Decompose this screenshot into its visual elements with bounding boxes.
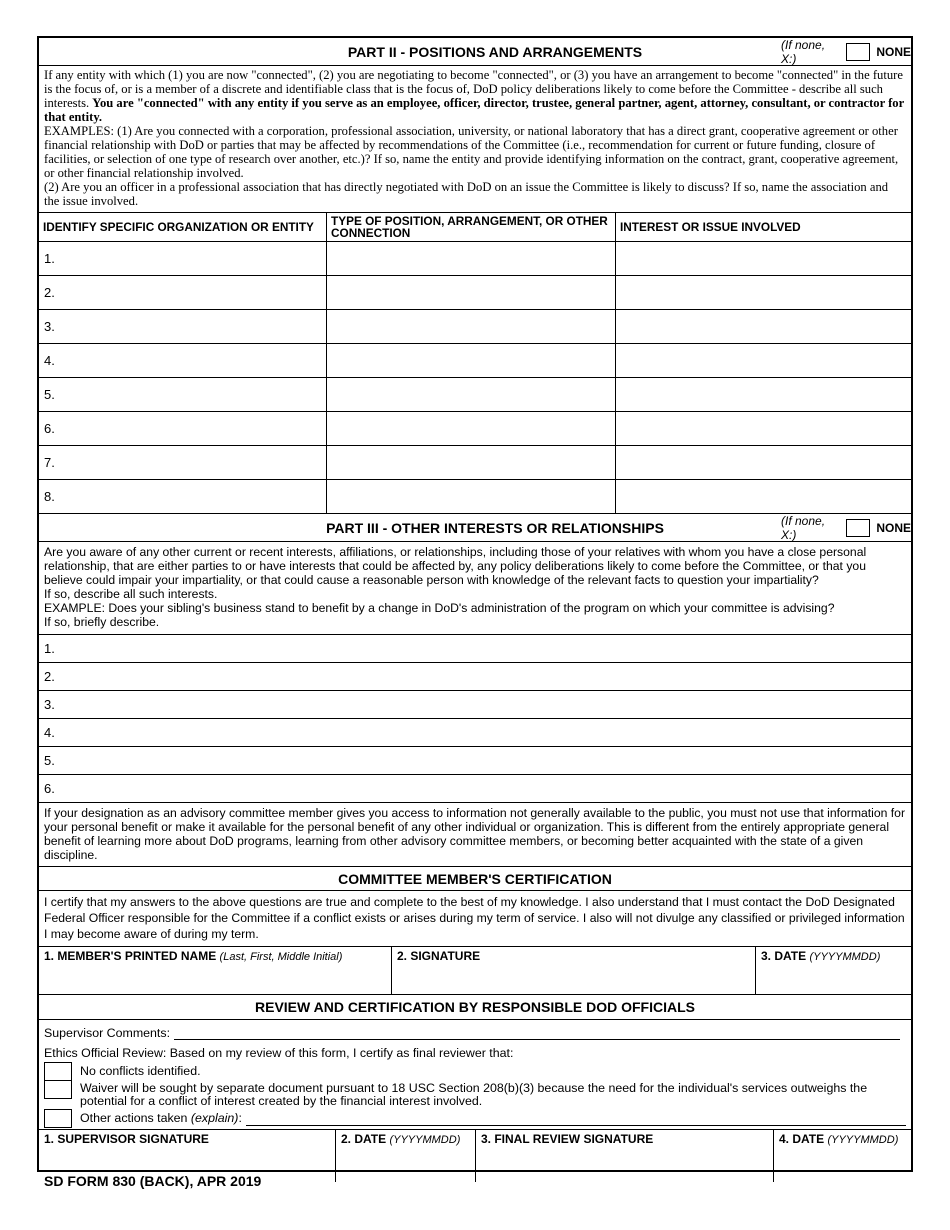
- row-number: 3.: [44, 697, 55, 712]
- part3-list-item[interactable]: [39, 719, 911, 747]
- part2-table-row: [39, 446, 911, 480]
- part2-table-row: [39, 276, 911, 310]
- row-number: 6.: [44, 421, 55, 436]
- part2-intro: If any entity with which (1) you are now "connected", (2) you are negotiating to become "connected", or (3) you have an arrangement to become "connected" in the future is the focus of, or is a member of a discrete and identifiable class that is the focus of, DoD policy deliberations likely to come before the Committee - describe all such interests.: [44, 68, 903, 110]
- no-conflicts-checkbox[interactable]: [44, 1062, 72, 1081]
- organization-cell[interactable]: [39, 242, 327, 275]
- row-number: 2.: [44, 669, 55, 684]
- part2-none-label: NONE: [876, 44, 911, 59]
- part2-header: [39, 38, 911, 66]
- interest-cell[interactable]: [616, 412, 911, 445]
- other-actions-colon: :: [238, 1111, 242, 1125]
- part3-none-label: NONE: [876, 520, 911, 535]
- waiver-label: Waiver will be sought by separate document pursuant to 18 USC Section 208(b)(3) because the need for the individual's services outweighs the potential for a conflict of interest created by the financial interest involved.: [80, 1081, 868, 1108]
- row-number: 3.: [44, 319, 55, 334]
- part2-table-row: [39, 344, 911, 378]
- certification-signature-row: [39, 947, 911, 995]
- organization-cell[interactable]: [39, 378, 327, 411]
- other-actions-hint: (explain): [190, 1111, 239, 1125]
- supervisor-comments-row: [44, 1023, 906, 1040]
- row-number: 7.: [44, 455, 55, 470]
- member-signature-label: 2. SIGNATURE: [397, 949, 481, 963]
- member-date-field[interactable]: [756, 947, 911, 994]
- part3-if-none: (If none, X:): [781, 513, 826, 542]
- part3-list: [39, 635, 911, 803]
- position-type-cell[interactable]: [327, 480, 616, 513]
- interest-cell[interactable]: [616, 344, 911, 377]
- position-type-cell[interactable]: [327, 310, 616, 343]
- part3-instructions: [39, 542, 911, 635]
- part3-list-item[interactable]: [39, 747, 911, 775]
- part2-none-checkbox[interactable]: [846, 43, 870, 61]
- row-number: 4.: [44, 353, 55, 368]
- part3-intro2: If so, describe all such interests.: [44, 587, 218, 601]
- part2-examples-1: EXAMPLES: (1) Are you connected with a corporation, professional association, university, or national laboratory that has a direct grant, cooperative agreement or other financial relationship with DoD or parties that may be affected by recommendations of the Committee (i.e., recommendation for current or future funding, closure of facilities, or selection of one type of research over another, etc.)? If so, name the entity and provide identifying information on the contract, grant, cooperative agreement, or other financial relationship involved.: [44, 124, 899, 180]
- interest-cell[interactable]: [616, 276, 911, 309]
- other-actions-input[interactable]: [246, 1109, 906, 1126]
- waiver-checkbox[interactable]: [44, 1080, 72, 1099]
- part2-table-row: [39, 310, 911, 344]
- part2-intro-bold: You are "connected" with any entity if you serve as an employee, officer, director, trustee, general partner, agent, attorney, consultant, or contractor for that entity.: [44, 96, 904, 124]
- row-number: 1.: [44, 251, 55, 266]
- part2-table-row: [39, 242, 911, 276]
- member-name-field[interactable]: [39, 947, 392, 994]
- certification-title: COMMITTEE MEMBER'S CERTIFICATION: [338, 870, 612, 887]
- organization-cell[interactable]: [39, 480, 327, 513]
- other-actions-checkbox[interactable]: [44, 1109, 72, 1128]
- organization-cell[interactable]: [39, 344, 327, 377]
- position-type-cell[interactable]: [327, 344, 616, 377]
- organization-cell[interactable]: [39, 276, 327, 309]
- row-number: 8.: [44, 489, 55, 504]
- position-type-cell[interactable]: [327, 446, 616, 479]
- final-review-date-hint: (YYYYMMDD): [827, 1134, 899, 1146]
- review-title: REVIEW AND CERTIFICATION BY RESPONSIBLE DOD OFFICIALS: [255, 999, 695, 1015]
- part3-header: [39, 514, 911, 542]
- col-position-type: TYPE OF POSITION, ARRANGEMENT, OR OTHER CONNECTION: [327, 213, 616, 241]
- supervisor-date-field[interactable]: [336, 1130, 476, 1182]
- part3-title: PART III - OTHER INTERESTS OR RELATIONSHIPS: [326, 519, 664, 536]
- member-name-hint: (Last, First, Middle Initial): [219, 951, 343, 963]
- position-type-cell[interactable]: [327, 242, 616, 275]
- interest-cell[interactable]: [616, 310, 911, 343]
- supervisor-comments-input[interactable]: [174, 1025, 900, 1040]
- part3-example: EXAMPLE: Does your sibling's business stand to benefit by a change in DoD's administration of the program on which your committee is advising?: [44, 601, 835, 615]
- position-type-cell[interactable]: [327, 276, 616, 309]
- review-header: [39, 995, 911, 1020]
- part2-if-none: (If none, X:): [781, 37, 826, 66]
- row-number: 2.: [44, 285, 55, 300]
- organization-cell[interactable]: [39, 310, 327, 343]
- member-signature-field[interactable]: [392, 947, 756, 994]
- ethics-review-label: Ethics Official Review: Based on my review of this form, I certify as final reviewer that:: [44, 1046, 514, 1060]
- supervisor-signature-label: 1. SUPERVISOR SIGNATURE: [44, 1132, 209, 1146]
- part2-table-row: [39, 378, 911, 412]
- organization-cell[interactable]: [39, 412, 327, 445]
- part2-instructions: [39, 66, 911, 213]
- row-number: 4.: [44, 725, 55, 740]
- member-date-hint: (YYYYMMDD): [809, 951, 881, 963]
- final-review-date-label: 4. DATE: [779, 1132, 825, 1146]
- other-actions-text: Other actions taken: [80, 1111, 188, 1125]
- interest-cell[interactable]: [616, 242, 911, 275]
- option-no-conflicts: [44, 1062, 906, 1081]
- part3-none-checkbox[interactable]: [846, 519, 870, 537]
- part2-table-body: [39, 242, 911, 514]
- part2-none-group: [781, 38, 911, 66]
- part3-list-item[interactable]: [39, 775, 911, 803]
- final-review-date-field[interactable]: [774, 1130, 911, 1182]
- supervisor-comments-label: Supervisor Comments:: [44, 1026, 171, 1040]
- part3-notice: If your designation as an advisory committee member gives you access to information not generally available to the public, you must not use that information for your personal benefit or make it available for the personal benefit of any other individual or organization. This is different from the entirely appropriate general benefit of learning more about DoD programs, learning from other advisory committee members, or becoming better acquainted with the state of a given discipline.: [39, 803, 911, 867]
- part2-table-row: [39, 412, 911, 446]
- part3-list-item[interactable]: [39, 691, 911, 719]
- interest-cell[interactable]: [616, 378, 911, 411]
- part2-title: PART II - POSITIONS AND ARRANGEMENTS: [347, 43, 643, 60]
- col-interest: INTEREST OR ISSUE INVOLVED: [620, 220, 801, 234]
- row-number: 1.: [44, 641, 55, 656]
- col-organization: IDENTIFY SPECIFIC ORGANIZATION OR ENTITY: [39, 213, 327, 241]
- part3-intro: Are you aware of any other current or recent interests, affiliations, or relationships, including those of your relatives with whom you have a close personal relationship, that are either parties to or have interests that could be affected by, any policy deliberations likely to come before the Committee, or that you believe could impair your impartiality, or that could cause a reasonable person with knowledge of the relevant facts to question your impartiality?: [44, 545, 867, 587]
- part2-table-header: [39, 213, 911, 242]
- certification-text: I certify that my answers to the above questions are true and complete to the best of my knowledge. I also understand that I must contact the DoD Designated Federal Officer responsible for the Committee if a conflict exists or arises during my term of service. I also will not divulge any classified or privileged information I may become aware of during my term.: [39, 891, 911, 947]
- certification-header: [39, 867, 911, 891]
- part3-list-item[interactable]: [39, 663, 911, 691]
- interest-cell[interactable]: [616, 446, 911, 479]
- member-name-label: 1. MEMBER'S PRINTED NAME: [44, 949, 217, 963]
- part3-example2: If so, briefly describe.: [44, 615, 160, 629]
- part2-table-row: [39, 480, 911, 514]
- option-waiver: [44, 1080, 906, 1108]
- interest-cell[interactable]: [616, 480, 911, 513]
- form-page: [37, 36, 913, 1172]
- supervisor-date-label: 2. DATE: [341, 1132, 387, 1146]
- part3-list-item[interactable]: [39, 635, 911, 663]
- supervisor-date-hint: (YYYYMMDD): [389, 1134, 461, 1146]
- final-review-signature-label: 3. FINAL REVIEW SIGNATURE: [481, 1132, 654, 1146]
- position-type-cell[interactable]: [327, 378, 616, 411]
- option-other-actions: [44, 1109, 906, 1128]
- part3-none-group: [781, 514, 911, 542]
- organization-cell[interactable]: [39, 446, 327, 479]
- final-review-signature-field[interactable]: [476, 1130, 774, 1182]
- form-footer: SD FORM 830 (BACK), APR 2019: [44, 1173, 262, 1189]
- other-actions-label: [80, 1109, 242, 1125]
- part2-examples-2: (2) Are you an officer in a professional association that has directly negotiated with DoD on an issue the Committee is likely to discuss? If so, name the association and the issue involved.: [44, 180, 889, 208]
- row-number: 5.: [44, 387, 55, 402]
- position-type-cell[interactable]: [327, 412, 616, 445]
- row-number: 6.: [44, 781, 55, 796]
- row-number: 5.: [44, 753, 55, 768]
- no-conflicts-label: No conflicts identified.: [80, 1064, 201, 1078]
- member-date-label: 3. DATE: [761, 949, 807, 963]
- review-section: [39, 1020, 911, 1129]
